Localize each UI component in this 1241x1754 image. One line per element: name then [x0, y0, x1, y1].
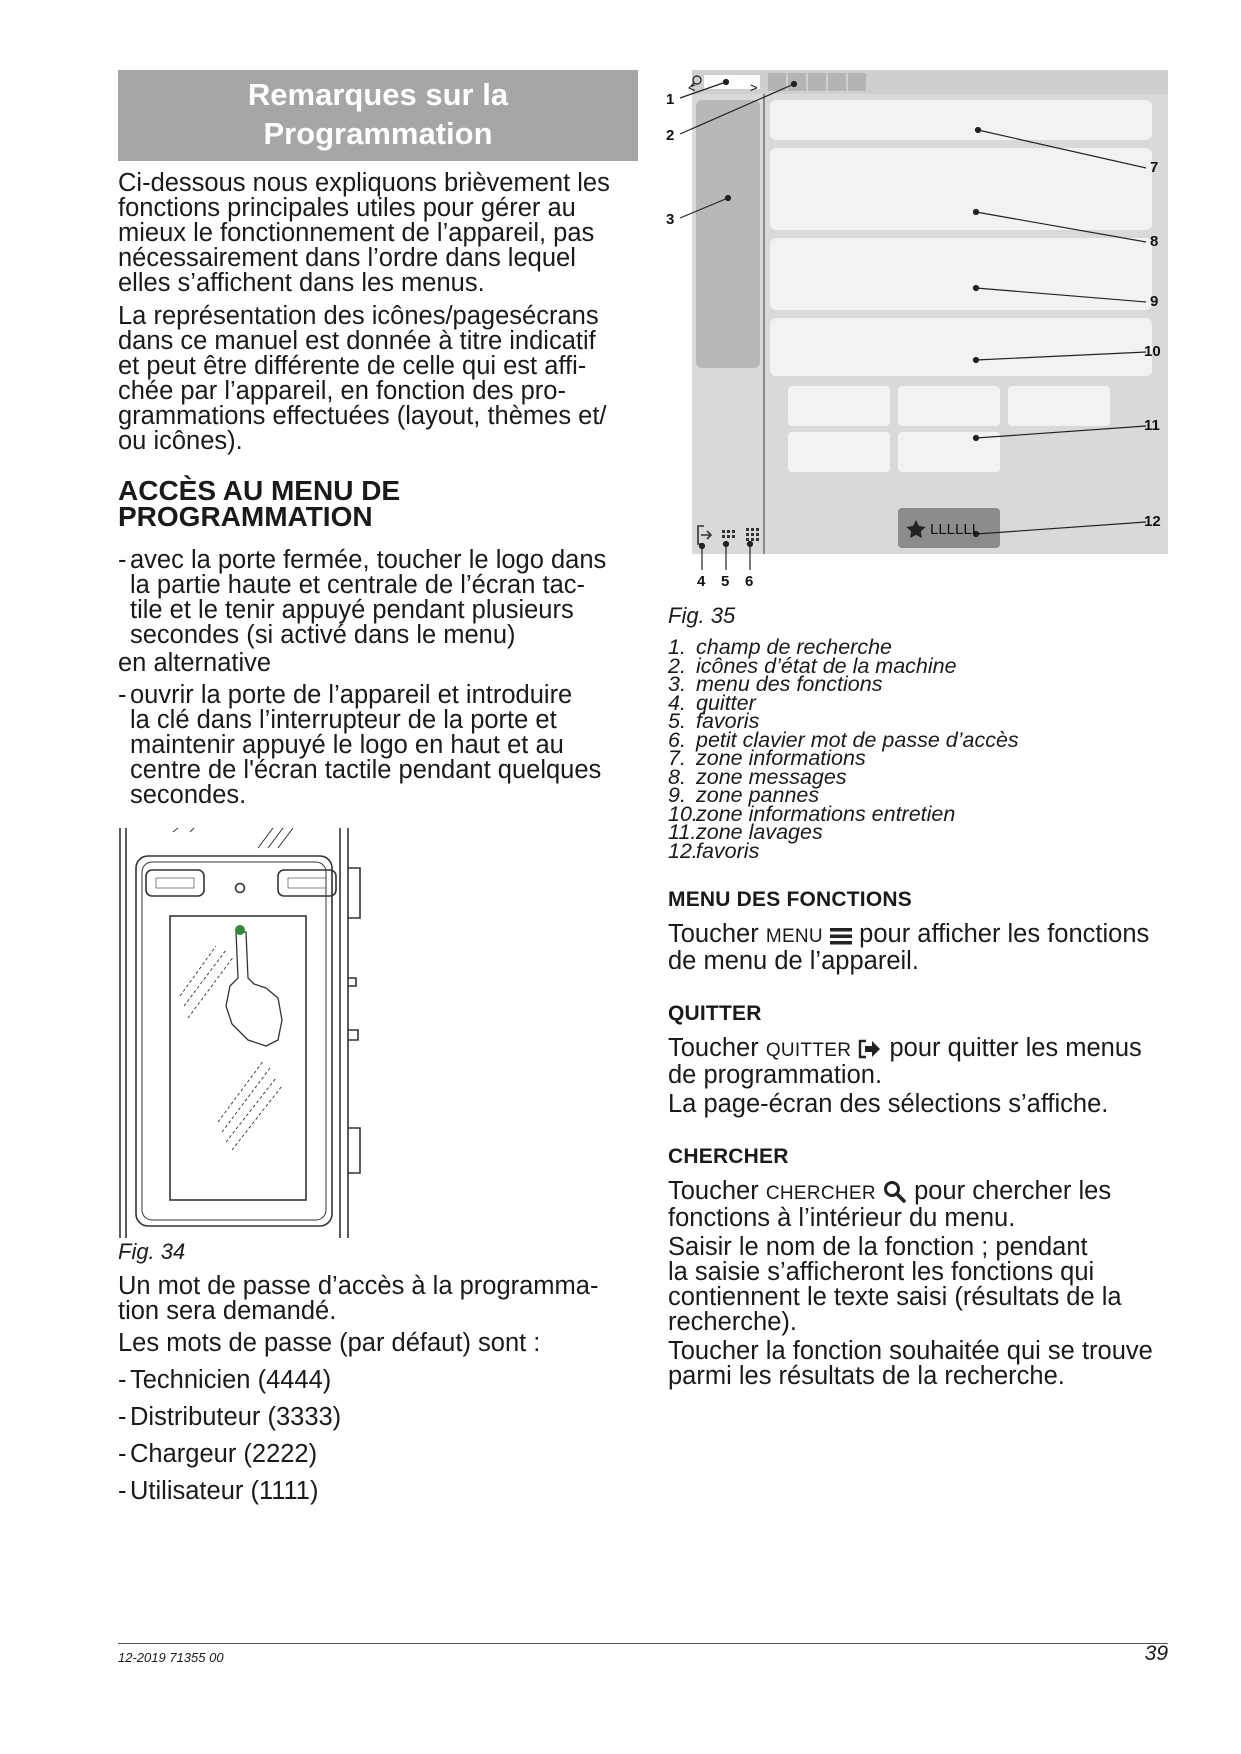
search-section-text-2 — [668, 1235, 1168, 1335]
legend-text: menu des fonctions — [696, 672, 883, 696]
legend-number: 9. — [668, 783, 686, 807]
quit-section-heading: QUITTER — [668, 1002, 762, 1025]
legend-number: 12. — [668, 838, 698, 863]
callout-label: 7 — [1150, 159, 1159, 176]
nav-next-arrow: > — [750, 80, 758, 95]
legend-text: petit clavier mot de passe d’accès — [696, 727, 1019, 752]
legend-text: quitter — [696, 690, 756, 715]
search-section-text-3 — [668, 1339, 1168, 1389]
menu-section-text — [668, 922, 1168, 974]
search-section-heading: CHERCHER — [668, 1145, 789, 1168]
maintenance-zone — [770, 318, 1152, 376]
text-line: mieux le fonctionnement de l’appareil, pas — [118, 219, 595, 247]
callout-label: 11 — [1144, 417, 1160, 434]
callout-label: 1 — [666, 91, 675, 108]
screen-layout-diagram — [668, 70, 1168, 600]
password-text: Distributeur (3333) — [130, 1403, 342, 1431]
text-line: ouvrir la porte de l’appareil et introduire — [130, 681, 573, 709]
status-icon — [808, 73, 826, 91]
legend-text: zone informations — [696, 746, 866, 770]
text-line: chée par l’appareil, en fonction des pro- — [118, 377, 566, 405]
wash-tile — [898, 432, 1000, 472]
keyword-search: CHERCHER — [765, 1183, 876, 1204]
legend-number: 11. — [668, 820, 697, 844]
text-line: et peut être différente de celle qui est affi- — [118, 352, 587, 380]
text-line: Saisir le nom de la fonction ; pendant — [668, 1233, 1088, 1261]
text-line: nécessairement dans l’ordre dans lequel — [118, 244, 576, 272]
text-line: Toucher la fonction souhaitée qui se trouve — [668, 1337, 1153, 1365]
text-line: parmi les résultats de la recherche. — [668, 1362, 1065, 1390]
footer-doc-code: 12-2019 71355 00 — [118, 1650, 224, 1665]
machine-door-drawing — [118, 828, 398, 1238]
right-column — [668, 70, 1168, 1389]
callout-label: 5 — [721, 573, 730, 590]
password-text: Technicien (4444) — [130, 1366, 332, 1394]
alternative-text: en alternative — [118, 649, 272, 677]
search-icon — [883, 1180, 907, 1202]
password-intro — [118, 1274, 638, 1324]
keypad-icon — [746, 528, 759, 541]
favorites-button-label: LLLLLL — [930, 521, 981, 538]
page-number: 39 — [1144, 1642, 1168, 1665]
text-line: secondes (si activé dans le menu) — [130, 621, 516, 649]
legend-number: 4. — [668, 690, 686, 715]
quit-section-text-2: La page-écran des sélections s’affiche. — [668, 1090, 1109, 1118]
text-line: maintenir appuyé le logo en haut et au — [130, 731, 564, 759]
callout-label: 12 — [1144, 513, 1161, 530]
text-line: contiennent le texte saisi (résultats de la — [668, 1283, 1122, 1311]
legend-text: champ de recherche — [696, 635, 892, 659]
password-item — [118, 1442, 638, 1467]
function-menu-panel — [696, 100, 760, 368]
text-line: La représentation des icônes/pagesécrans — [118, 302, 599, 330]
heading-line: ACCÈS AU MENU DE — [118, 475, 401, 506]
text-line: dans ce manuel est donnée à titre indicatif — [118, 327, 596, 355]
callout-label: 8 — [1150, 233, 1159, 250]
legend-text: zone messages — [696, 764, 847, 789]
text-line: fonctions à l’intérieur du menu. — [668, 1204, 1016, 1232]
legend-text: favoris — [696, 709, 760, 733]
legend-text: zone pannes — [696, 783, 820, 807]
menu-section-heading: MENU DES FONCTIONS — [668, 888, 912, 911]
text-fragment: pour quitter les menus — [882, 1034, 1142, 1062]
legend-number: 10. — [668, 801, 698, 826]
legend-item — [668, 838, 1168, 863]
text-line: tion sera demandé. — [118, 1297, 337, 1325]
password-item — [118, 1479, 638, 1504]
legend-text: icônes d’état de la machine — [696, 653, 957, 678]
legend-text: favoris — [696, 838, 760, 863]
text-line: recherche). — [668, 1308, 797, 1336]
text-fragment: Toucher — [668, 1177, 766, 1205]
callout-label: 6 — [745, 573, 754, 590]
keyword-quit: QUITTER — [765, 1040, 852, 1061]
text-line: de menu de l’appareil. — [668, 947, 919, 975]
callout-label: 10 — [1144, 343, 1161, 360]
callout-label: 4 — [697, 573, 706, 590]
wash-tile — [788, 432, 890, 472]
legend-number: 8. — [668, 764, 686, 789]
info-zone — [770, 100, 1152, 140]
access-heading — [118, 475, 638, 532]
heading-line: PROGRAMMATION — [118, 501, 373, 532]
access-step — [118, 548, 638, 648]
quit-section-text — [668, 1036, 1168, 1088]
fig34-illustration — [118, 828, 398, 1238]
fig35-legend — [668, 635, 1168, 863]
password-intro-2: Les mots de passe (par défaut) sont : — [118, 1329, 541, 1357]
bullet-dash: - — [118, 1403, 127, 1431]
wash-tile — [1008, 386, 1110, 426]
text-line: elles s’affichent dans les menus. — [118, 269, 485, 297]
text-fragment: pour chercher les — [906, 1177, 1112, 1205]
bullet-dash: - — [118, 1477, 127, 1505]
status-icon — [848, 73, 866, 91]
text-line: la clé dans l’interrupteur de la porte et — [130, 706, 557, 734]
bullet-dash: - — [118, 1440, 127, 1468]
legend-number: 1. — [668, 635, 686, 659]
access-step — [118, 683, 638, 808]
text-line: Ci-dessous nous expliquons brièvement les — [118, 169, 610, 197]
text-line: avec la porte fermée, toucher le logo dans — [130, 546, 607, 574]
text-line: la partie haute et centrale de l’écran tac- — [130, 571, 586, 599]
text-fragment: Toucher — [668, 920, 766, 948]
search-section-text — [668, 1179, 1168, 1231]
password-text: Chargeur (2222) — [130, 1440, 318, 1468]
text-line: fonctions principales utiles pour gérer au — [118, 194, 576, 222]
text-line: secondes. — [130, 781, 247, 809]
menu-icon — [830, 927, 852, 945]
legend-number: 5. — [668, 709, 686, 733]
text-line: tile et le tenir appuyé pendant plusieurs — [130, 596, 574, 624]
callout-label: 2 — [666, 127, 675, 144]
section-title — [118, 70, 638, 161]
nav-prev-arrow: < — [688, 80, 696, 95]
text-line: centre de l'écran tactile pendant quelques — [130, 756, 602, 784]
section-title-line: Programmation — [263, 116, 493, 151]
bullet-dash: - — [118, 681, 127, 709]
legend-text: zone lavages — [696, 820, 823, 844]
bullet-dash: - — [118, 1366, 127, 1394]
text-line: Un mot de passe d’accès à la programma- — [118, 1272, 599, 1300]
text-line: de programmation. — [668, 1061, 883, 1089]
status-icon — [828, 73, 846, 91]
left-column — [118, 70, 638, 1504]
wash-tile — [898, 386, 1000, 426]
bullet-dash: - — [118, 546, 127, 574]
text-fragment: Toucher — [668, 1034, 766, 1062]
fig35-caption: Fig. 35 — [668, 603, 736, 628]
keyword-menu: MENU — [765, 926, 823, 947]
text-fragment: pour afficher les fonctions — [852, 920, 1150, 948]
intro-paragraph — [118, 171, 638, 296]
touch-point — [235, 925, 245, 935]
password-item — [118, 1405, 638, 1430]
legend-number: 6. — [668, 727, 686, 752]
password-item — [118, 1368, 638, 1393]
legend-text: zone informations entretien — [696, 801, 956, 826]
callout-label: 3 — [666, 211, 675, 228]
legend-number: 7. — [668, 746, 686, 770]
footer-divider — [118, 1643, 1168, 1644]
fig35-diagram — [668, 70, 1168, 600]
password-text: Utilisateur (1111) — [130, 1477, 319, 1505]
text-line: la saisie s’afficheront les fonctions qui — [668, 1258, 1095, 1286]
fig34-caption: Fig. 34 — [118, 1239, 186, 1264]
section-title-line: Remarques sur la — [247, 77, 509, 112]
text-line: ou icônes). — [118, 427, 243, 455]
status-icon — [788, 73, 806, 91]
legend-number: 2. — [668, 653, 686, 678]
intro-paragraph — [118, 304, 638, 454]
exit-icon — [858, 1039, 882, 1059]
callout-label: 9 — [1150, 293, 1159, 310]
messages-zone — [770, 148, 1152, 230]
wash-tile — [788, 386, 890, 426]
legend-number: 3. — [668, 672, 686, 696]
faults-zone — [770, 238, 1152, 310]
text-line: grammations effectuées (layout, thèmes et/ — [118, 402, 607, 430]
